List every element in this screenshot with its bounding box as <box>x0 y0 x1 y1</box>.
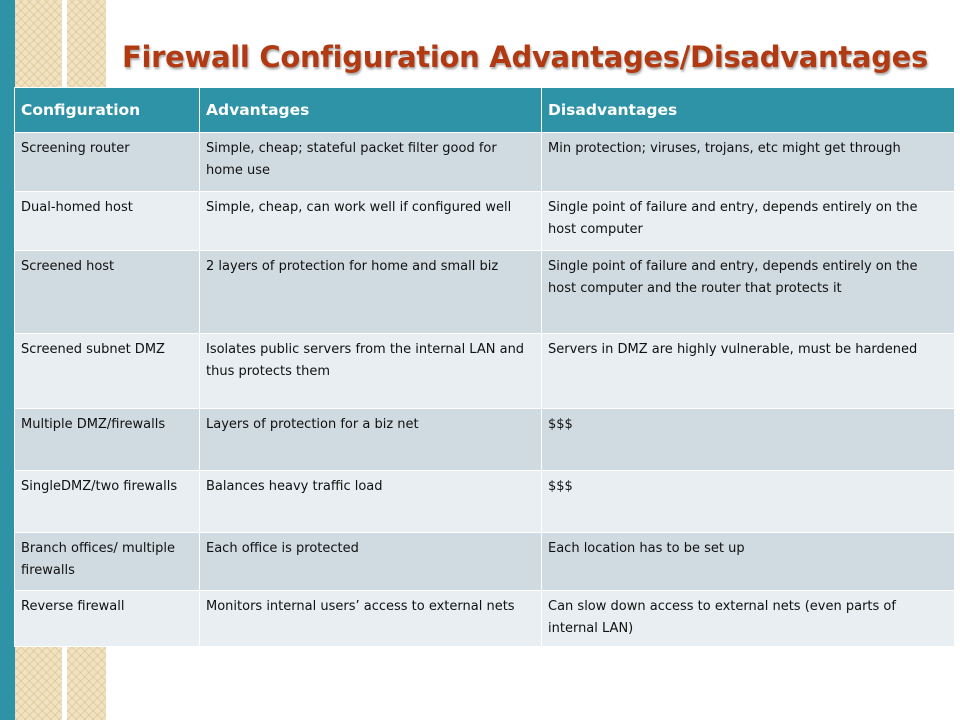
table-row <box>15 334 955 409</box>
table-row <box>15 409 955 471</box>
slide-title: Firewall Configuration Advantages/Disadvantages <box>122 40 928 74</box>
disadvantages-cell: Servers in DMZ are highly vulnerable, must be hardened <box>542 334 955 409</box>
table-row <box>15 251 955 334</box>
table-row <box>15 591 955 647</box>
configuration-cell: Screened subnet DMZ <box>15 334 200 409</box>
advantages-cell: Balances heavy traffic load <box>200 471 542 533</box>
advantages-cell: Monitors internal users’ access to external nets <box>200 591 542 647</box>
table-row <box>15 533 955 591</box>
firewall-config-table <box>14 87 955 647</box>
configuration-cell: SingleDMZ/two firewalls <box>15 471 200 533</box>
advantages-cell: Isolates public servers from the internal LAN and thus protects them <box>200 334 542 409</box>
decorative-stripe <box>0 0 15 720</box>
advantages-cell: Layers of protection for a biz net <box>200 409 542 471</box>
column-header-configuration: Configuration <box>15 88 200 133</box>
disadvantages-cell: Single point of failure and entry, depends entirely on the host computer <box>542 192 955 251</box>
configuration-cell: Multiple DMZ/firewalls <box>15 409 200 471</box>
advantages-cell: Simple, cheap; stateful packet filter good for home use <box>200 133 542 192</box>
disadvantages-cell: $$$ <box>542 471 955 533</box>
disadvantages-cell: $$$ <box>542 409 955 471</box>
table-row <box>15 192 955 251</box>
table-header-row <box>15 88 955 133</box>
column-header-disadvantages: Disadvantages <box>542 88 955 133</box>
advantages-cell: Simple, cheap, can work well if configured well <box>200 192 542 251</box>
column-header-advantages: Advantages <box>200 88 542 133</box>
disadvantages-cell: Each location has to be set up <box>542 533 955 591</box>
configuration-cell: Screened host <box>15 251 200 334</box>
configuration-cell: Reverse firewall <box>15 591 200 647</box>
advantages-cell: 2 layers of protection for home and small biz <box>200 251 542 334</box>
disadvantages-cell: Min protection; viruses, trojans, etc might get through <box>542 133 955 192</box>
configuration-cell: Branch offices/ multiple firewalls <box>15 533 200 591</box>
disadvantages-cell: Can slow down access to external nets (even parts of internal LAN) <box>542 591 955 647</box>
table-row <box>15 471 955 533</box>
disadvantages-cell: Single point of failure and entry, depends entirely on the host computer and the router that protects it <box>542 251 955 334</box>
table-row <box>15 133 955 192</box>
configuration-cell: Screening router <box>15 133 200 192</box>
advantages-cell: Each office is protected <box>200 533 542 591</box>
configuration-cell: Dual-homed host <box>15 192 200 251</box>
